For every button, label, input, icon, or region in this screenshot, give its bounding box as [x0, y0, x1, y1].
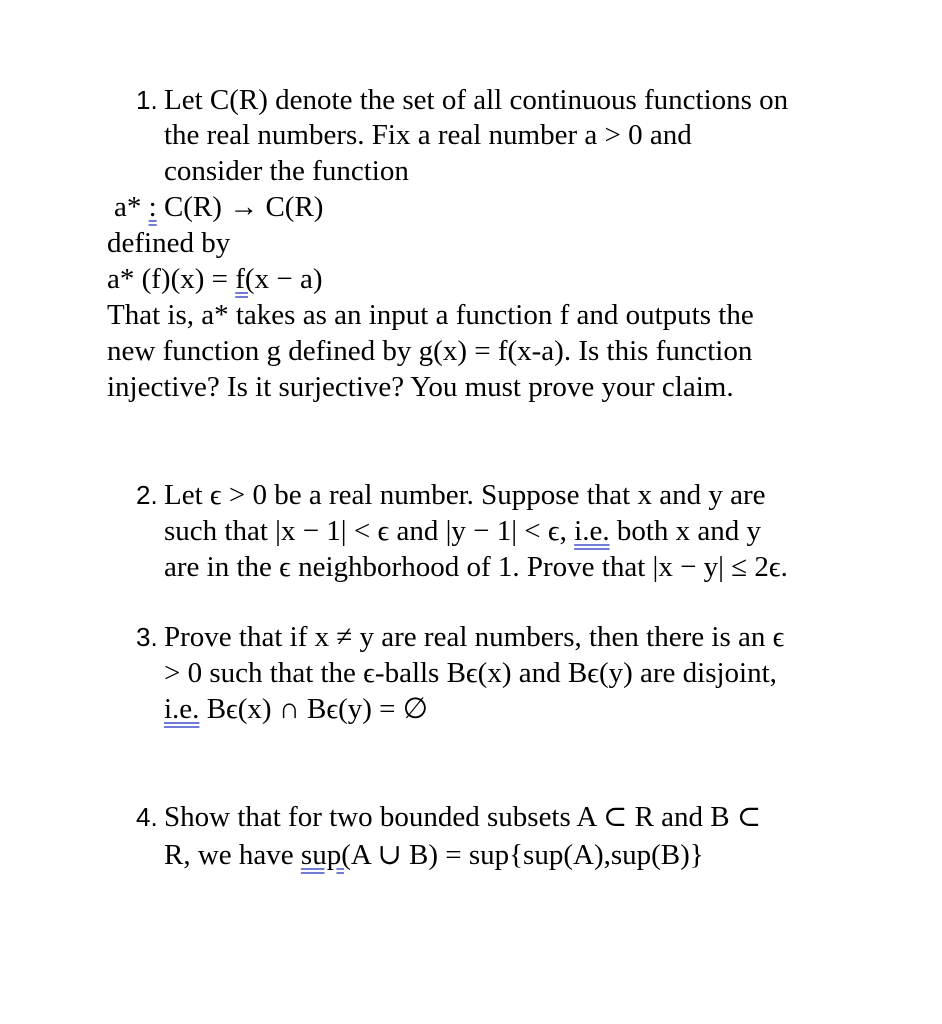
problem-1-line-2: the real numbers. Fix a real number a > 0 and: [164, 119, 692, 151]
problem-1-line-1: Let C(R) denote the set of all continuous functions on: [164, 84, 789, 116]
problem-4-line-2-b: A ∪ B) = sup{sup(A),sup(B)}: [350, 839, 704, 871]
problem-2-ie: i.e.: [574, 515, 610, 547]
problem-3-ie: i.e.: [164, 693, 200, 725]
problem-3-number: 3.: [136, 622, 158, 652]
problem-2-line-3: are in the ϵ neighborhood of 1. Prove that |x − y| ≤ 2ϵ.: [164, 551, 788, 583]
problem-2-line-2-b: both x and y: [609, 515, 762, 547]
problem-4-line-1: Show that for two bounded subsets A ⊂ R and B ⊂: [164, 801, 762, 833]
map-prefix: a*: [114, 191, 149, 223]
problem-1-number: 1.: [136, 85, 158, 115]
problem-1-map-line: [114, 189, 323, 225]
def-f: f(: [235, 263, 255, 295]
problem-1-cont-3: injective? Is it surjective? You must prove your claim.: [107, 371, 734, 403]
problem-2-line-2: [164, 513, 761, 549]
problem-4-number: 4.: [136, 802, 158, 832]
map-colon: :: [148, 191, 157, 223]
problem-3-line-2: > 0 such that the ϵ-balls Bϵ(x) and Bϵ(y) are disjoint,: [164, 657, 777, 689]
problem-3-line-3-rest: Bϵ(x) ∩ Bϵ(y) = ∅: [199, 693, 429, 725]
problem-1-line-3: consider the function: [164, 155, 409, 187]
problem-3-line-3: [164, 691, 428, 727]
map-rest: C(R) → C(R): [156, 191, 324, 223]
problem-4-line-2: [164, 837, 704, 873]
problem-4-sup: sup(: [300, 839, 351, 871]
defined-by-text: defined by: [107, 227, 231, 259]
problem-2-line-1: Let ϵ > 0 be a real number. Suppose that x and y are: [164, 479, 766, 511]
problem-3-line-1: Prove that if x ≠ y are real numbers, then there is an ϵ: [164, 621, 785, 653]
problem-1-cont-2: new function g defined by g(x) = f(x-a). Is this function: [107, 335, 753, 367]
def-prefix: a* (f)(x) =: [107, 263, 236, 295]
problem-1-definition-line: [107, 261, 322, 297]
problem-2-line-2-a: such that |x − 1| < ϵ and |y − 1| < ϵ,: [164, 515, 575, 547]
problem-4-line-2-a: R, we have: [164, 839, 301, 871]
problem-2-number: 2.: [136, 480, 158, 510]
def-rest: x − a): [254, 263, 323, 295]
problem-1-cont-1: That is, a* takes as an input a function f and outputs the: [107, 299, 754, 331]
